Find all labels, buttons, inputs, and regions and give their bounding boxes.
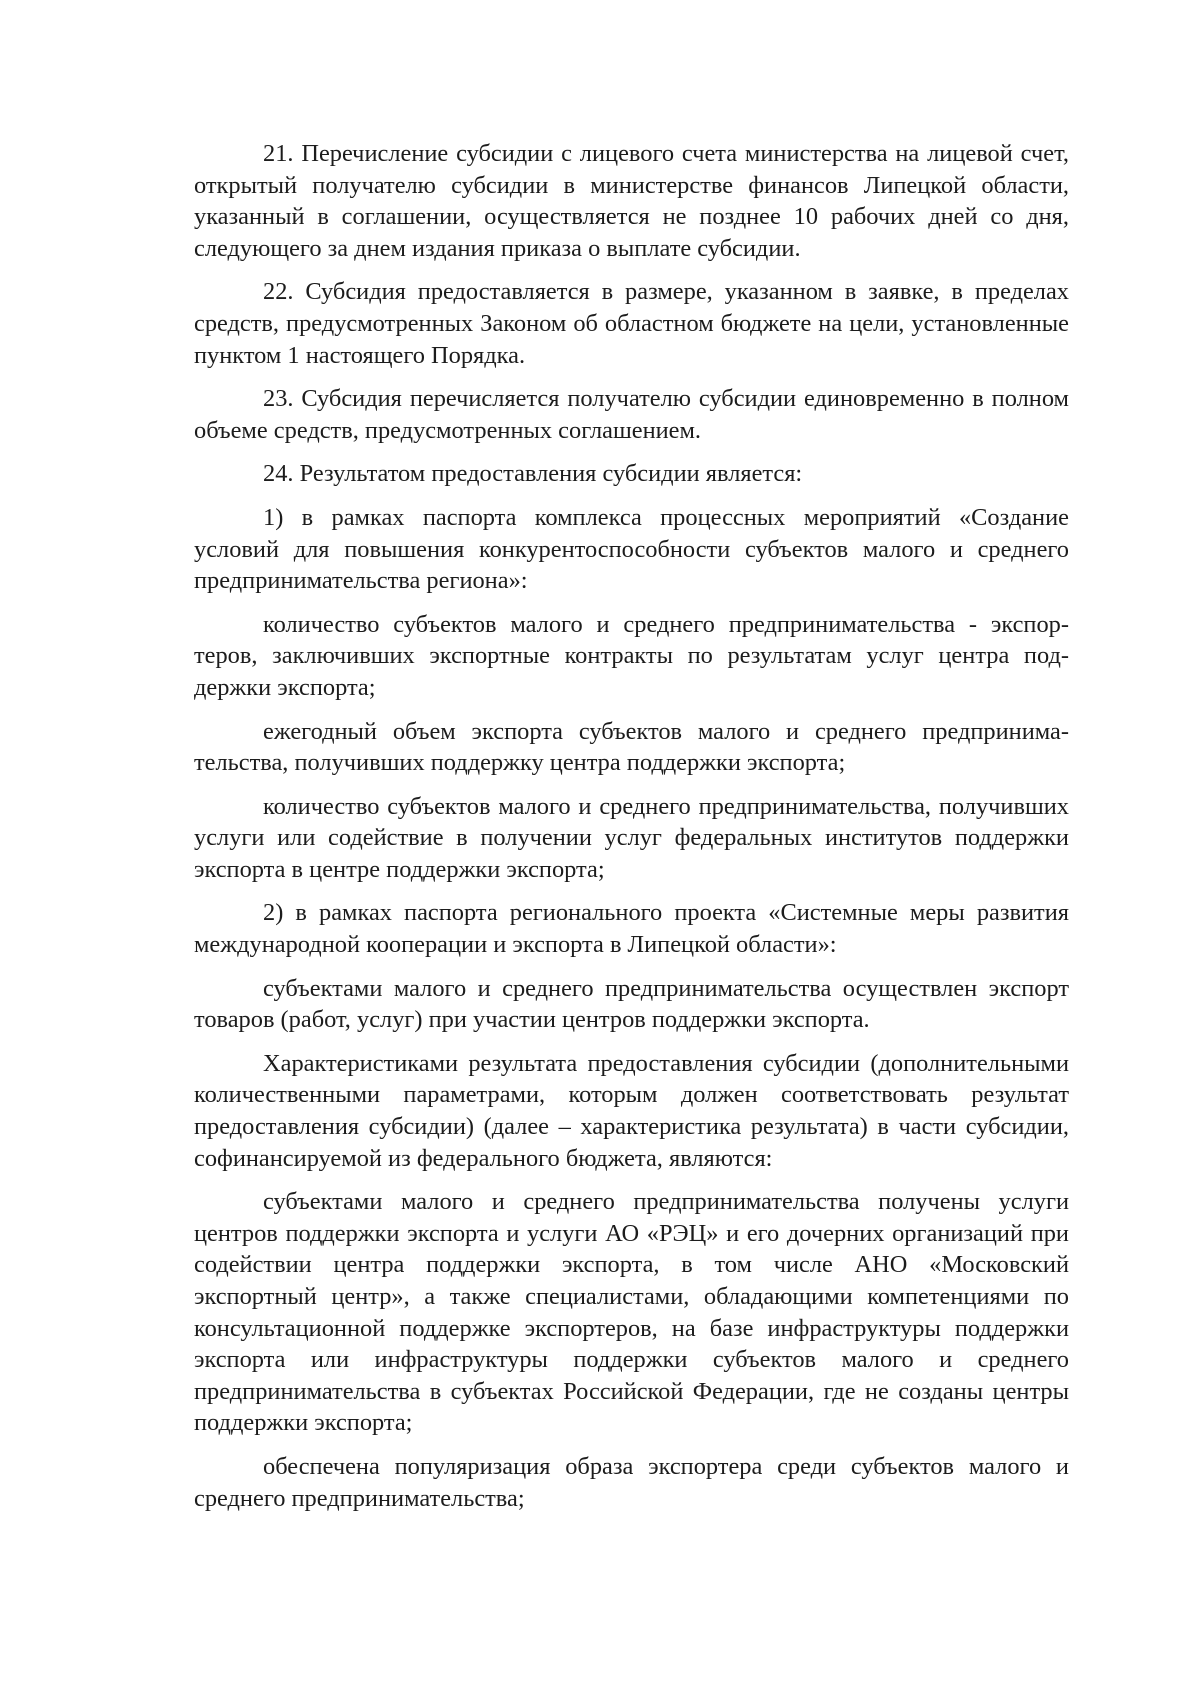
characteristic-popularization: обеспечена популяризация образа экспортера среди субъектов малого и среднего предпринимательства;: [194, 1452, 1069, 1512]
paragraph-24: 24. Результатом предоставления субсидии является:: [263, 460, 803, 488]
paragraph-21: 21. Перечисление субсидии с лицевого счета министерства на лицевой счет, открытый получателю субсидии в министерстве финансов Липецкой области, указанный в соглашении, осуществляется не позднее 10 рабочих дней со дня, следующего за днем издания приказа о выплате субсидии.: [194, 140, 1069, 262]
paragraph-22: 22. Субсидия предоставляется в размере, указанном в заявке, в пределах средств, предусмотренных Законом об областном бюджете на цели, установленные пунктом 1 настоящего Порядка.: [194, 278, 1069, 369]
result-characteristics: Характеристиками результата предоставления субсидии (дополнительными количественными параметрами, которым должен соответствовать результат предоставления субсидии) (далее – характеристика результата) в части субсидии, софинансируемой из федерального бюджета, являются:: [194, 1049, 1069, 1172]
list-item-2: 2) в рамках паспорта регионального проекта «Системные меры развития международной кооперации и экспорта в Липецкой области»:: [194, 899, 1069, 959]
indicator-services-count: количество субъектов малого и среднего предпринимательства, получивших услуги или содействие в получении услуг федеральных институтов поддержки экспорта в центре поддержки экспорта;: [194, 792, 1069, 883]
indicator-export-volume: ежегодный объем экспорта субъектов малого и среднего предпринимательства, получивших поддержку центра поддержки экспорта;: [194, 717, 1069, 777]
list-item-1: 1) в рамках паспорта комплекса процессных мероприятий «Создание условий для повышения конкурентоспособности субъектов малого и среднего предпринимательства региона»:: [194, 503, 1069, 595]
paragraph-23: 23. Субсидия перечисляется получателю субсидии единовременно в полном объеме средств, предусмотренных соглашением.: [194, 385, 1069, 444]
indicator-export-goods: субъектами малого и среднего предпринимательства осуществлен экспорт товаров (работ, услуг) при участии центров поддержки экспорта.: [194, 974, 1069, 1034]
characteristic-services-received: субъектами малого и среднего предпринимательства получены услуги центров поддержки экспорта и услуги АО «РЭЦ» и его дочерних организаций при содействии центра поддержки экспорта, в том числе АНО «Московский экспортный центр», а также специалистами, обладающими компетенциями по консультационной поддержке экспортеров, на базе инфраструктуры поддержки экспорта или инфраструктуры поддержки субъектов малого и среднего предпринимательства в субъектах Российской Федерации, где не созданы центры поддержки экспорта;: [194, 1188, 1069, 1437]
indicator-exporters-count: количество субъектов малого и среднего предпринимательства - экспортеров, заключивших экспортные контракты по результатам услуг центра поддержки экспорта;: [194, 610, 1069, 701]
document-body: [194, 138, 1069, 1514]
